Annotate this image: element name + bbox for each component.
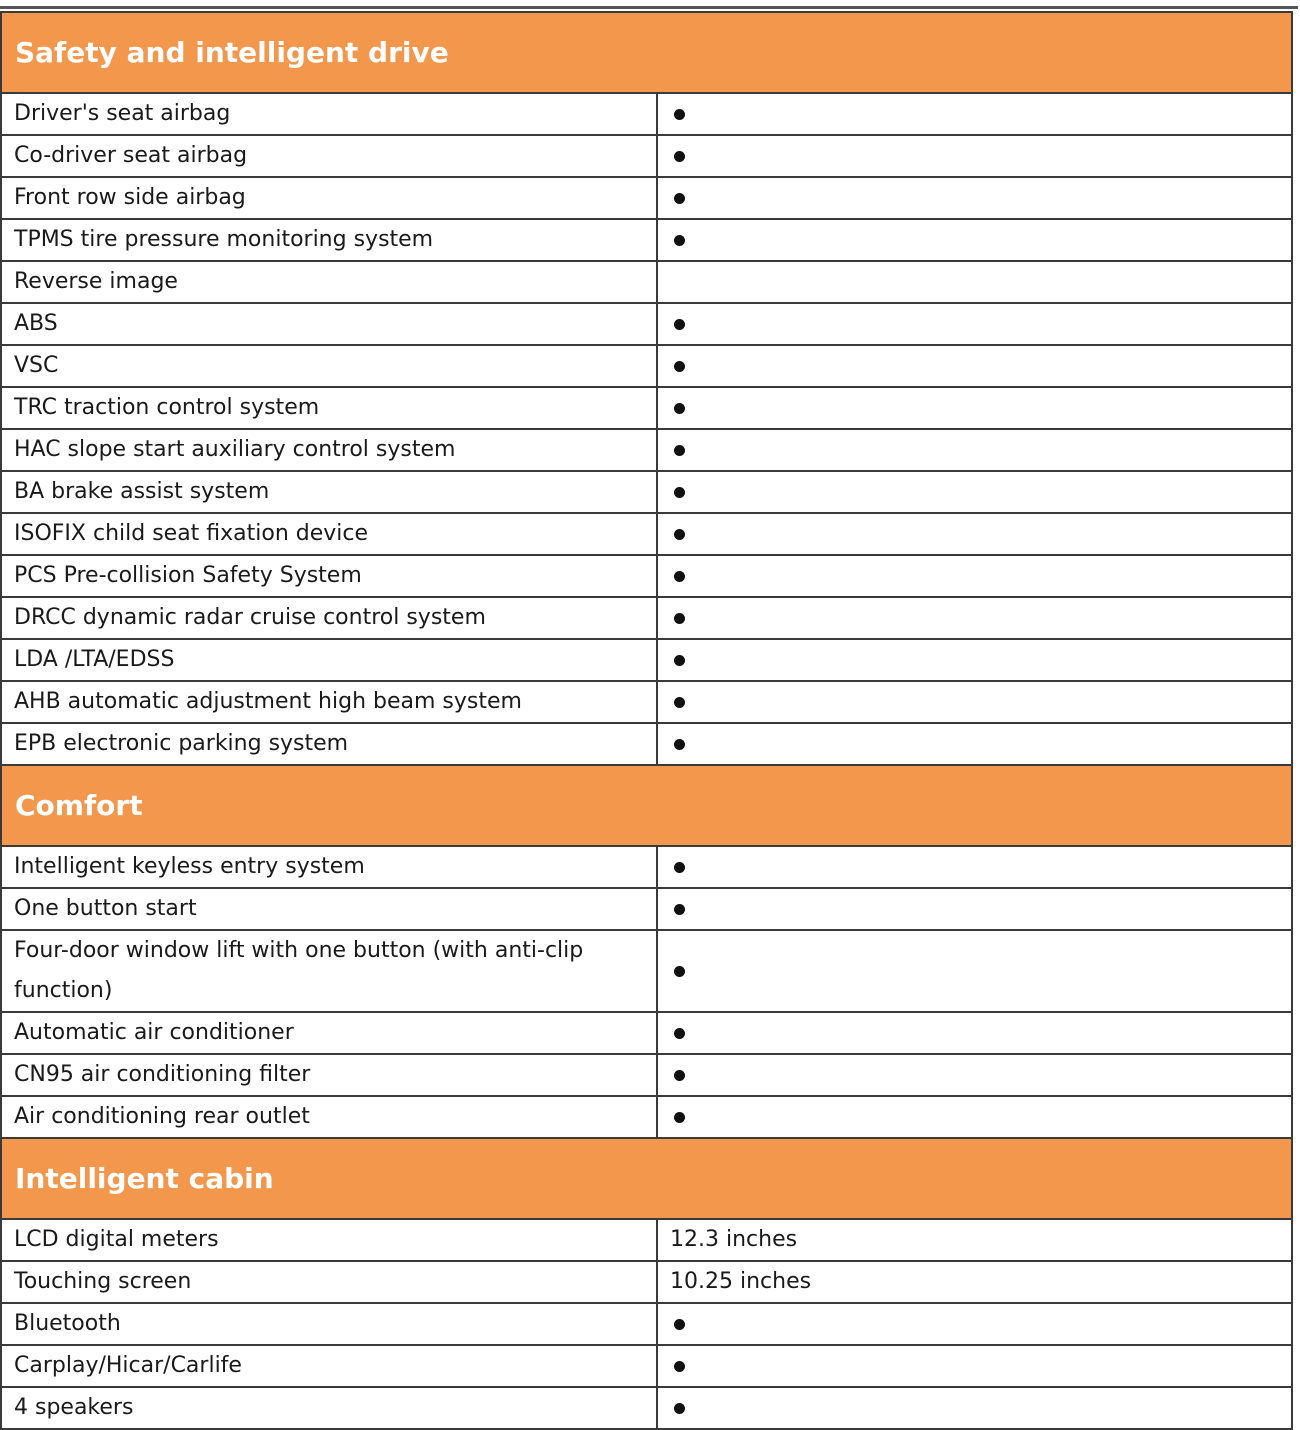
table-row	[1, 261, 1292, 303]
table-row	[1, 219, 1292, 261]
bullet-dot-icon	[674, 697, 685, 708]
table-row	[1, 429, 1292, 471]
feature-value-cell	[657, 303, 1292, 345]
bullet-dot-icon	[674, 445, 685, 456]
feature-label	[1, 930, 657, 1012]
table-row	[1, 555, 1292, 597]
table-row	[1, 888, 1292, 930]
table-row	[1, 723, 1292, 765]
table-row	[1, 1054, 1292, 1096]
table-row	[1, 639, 1292, 681]
spec-table	[0, 11, 1293, 1430]
feature-value-cell	[657, 930, 1292, 1012]
feature-value-cell	[657, 135, 1292, 177]
feature-label: PCS Pre-collision Safety System	[1, 555, 657, 597]
section-header	[1, 765, 1292, 846]
bullet-dot-icon	[674, 487, 685, 498]
bullet-dot-icon	[674, 1028, 685, 1039]
table-row	[1, 1261, 1292, 1303]
bullet-dot-icon	[674, 1112, 685, 1123]
bullet-dot-icon	[674, 109, 685, 120]
feature-label: LCD digital meters	[1, 1219, 657, 1261]
feature-label: ISOFIX child seat fixation device	[1, 513, 657, 555]
feature-value-cell	[657, 177, 1292, 219]
feature-label: 4 speakers	[1, 1387, 657, 1429]
bullet-dot-icon	[674, 151, 685, 162]
table-row	[1, 135, 1292, 177]
spec-table-body	[1, 12, 1292, 1429]
bullet-dot-icon	[674, 739, 685, 750]
feature-label-text: Four-door window lift with one button (with anti-clip function)	[14, 938, 584, 1003]
feature-value-cell	[657, 1054, 1292, 1096]
feature-label: Intelligent keyless entry system	[1, 846, 657, 888]
bullet-dot-icon	[674, 966, 685, 977]
feature-label: TRC traction control system	[1, 387, 657, 429]
table-row	[1, 597, 1292, 639]
table-row	[1, 387, 1292, 429]
feature-value	[657, 261, 1292, 303]
feature-value-cell	[657, 429, 1292, 471]
table-row	[1, 1387, 1292, 1429]
feature-value-cell	[657, 345, 1292, 387]
feature-label: Air conditioning rear outlet	[1, 1096, 657, 1138]
feature-label: LDA /LTA/EDSS	[1, 639, 657, 681]
table-row	[1, 681, 1292, 723]
feature-label: ABS	[1, 303, 657, 345]
feature-value-cell	[657, 1096, 1292, 1138]
feature-label: BA brake assist system	[1, 471, 657, 513]
feature-value-cell	[657, 1387, 1292, 1429]
table-row	[1, 345, 1292, 387]
table-row	[1, 930, 1292, 1012]
feature-value-cell	[657, 681, 1292, 723]
table-row	[1, 93, 1292, 135]
table-row	[1, 846, 1292, 888]
table-row	[1, 1219, 1292, 1261]
table-row	[1, 177, 1292, 219]
feature-value-cell	[657, 387, 1292, 429]
top-rule	[0, 6, 1298, 9]
feature-label: Automatic air conditioner	[1, 1012, 657, 1054]
section-header	[1, 12, 1292, 93]
table-row	[1, 303, 1292, 345]
feature-label: Co-driver seat airbag	[1, 135, 657, 177]
feature-label: DRCC dynamic radar cruise control system	[1, 597, 657, 639]
feature-value: 10.25 inches	[657, 1261, 1292, 1303]
feature-label: One button start	[1, 888, 657, 930]
feature-value-cell	[657, 597, 1292, 639]
section-title: Intelligent cabin	[1, 1138, 1292, 1219]
feature-label: Bluetooth	[1, 1303, 657, 1345]
feature-label: Front row side airbag	[1, 177, 657, 219]
feature-label: AHB automatic adjustment high beam system	[1, 681, 657, 723]
section-header	[1, 1138, 1292, 1219]
feature-value-cell	[657, 723, 1292, 765]
feature-label: HAC slope start auxiliary control system	[1, 429, 657, 471]
bullet-dot-icon	[674, 361, 685, 372]
feature-value-cell	[657, 219, 1292, 261]
feature-value-cell	[657, 1012, 1292, 1054]
bullet-dot-icon	[674, 1319, 685, 1330]
feature-value-cell	[657, 93, 1292, 135]
section-title: Safety and intelligent drive	[1, 12, 1292, 93]
bullet-dot-icon	[674, 529, 685, 540]
bullet-dot-icon	[674, 1361, 685, 1372]
table-row	[1, 471, 1292, 513]
table-row	[1, 513, 1292, 555]
bullet-dot-icon	[674, 319, 685, 330]
bullet-dot-icon	[674, 613, 685, 624]
feature-value-cell	[657, 1303, 1292, 1345]
feature-value-cell	[657, 639, 1292, 681]
bullet-dot-icon	[674, 193, 685, 204]
feature-label: TPMS tire pressure monitoring system	[1, 219, 657, 261]
table-row	[1, 1303, 1292, 1345]
feature-label: EPB electronic parking system	[1, 723, 657, 765]
feature-label: CN95 air conditioning filter	[1, 1054, 657, 1096]
feature-label: Driver's seat airbag	[1, 93, 657, 135]
feature-label: Carplay/Hicar/Carlife	[1, 1345, 657, 1387]
section-title: Comfort	[1, 765, 1292, 846]
feature-value: 12.3 inches	[657, 1219, 1292, 1261]
bullet-dot-icon	[674, 235, 685, 246]
feature-value-cell	[657, 888, 1292, 930]
bullet-dot-icon	[674, 862, 685, 873]
feature-label: VSC	[1, 345, 657, 387]
table-row	[1, 1096, 1292, 1138]
table-row	[1, 1012, 1292, 1054]
feature-label: Touching screen	[1, 1261, 657, 1303]
bullet-dot-icon	[674, 571, 685, 582]
feature-value-cell	[657, 513, 1292, 555]
feature-value-cell	[657, 846, 1292, 888]
feature-value-cell	[657, 471, 1292, 513]
bullet-dot-icon	[674, 904, 685, 915]
feature-label: Reverse image	[1, 261, 657, 303]
bullet-dot-icon	[674, 1070, 685, 1081]
bullet-dot-icon	[674, 655, 685, 666]
table-row	[1, 1345, 1292, 1387]
feature-value-cell	[657, 555, 1292, 597]
bullet-dot-icon	[674, 1403, 685, 1414]
bullet-dot-icon	[674, 403, 685, 414]
feature-value-cell	[657, 1345, 1292, 1387]
